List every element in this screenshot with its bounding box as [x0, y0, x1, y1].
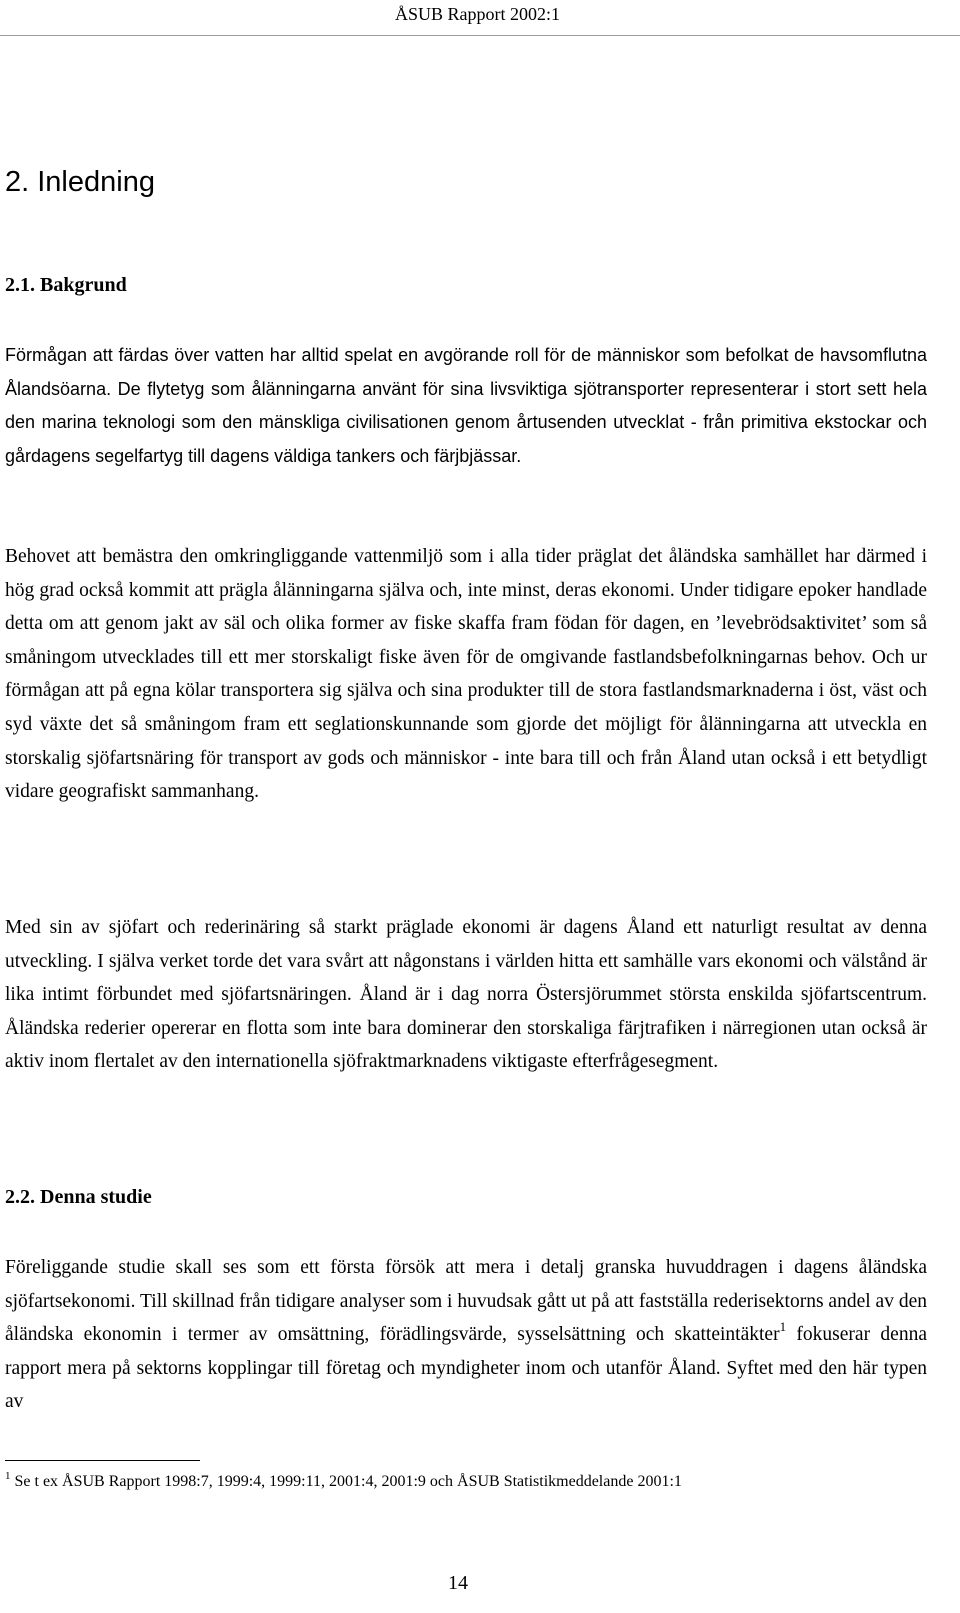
footnote-text: Se t ex ÅSUB Rapport 1998:7, 1999:4, 1999:11, 2001:4, 2001:9 och ÅSUB Statistikmeddelande 2001:1	[14, 1473, 682, 1490]
chapter-heading: 2. Inledning	[5, 166, 155, 198]
section-heading-denna-studie: 2.2. Denna studie	[5, 1186, 152, 1208]
section-heading-bakgrund: 2.1. Bakgrund	[5, 274, 127, 296]
footnote-divider	[5, 1460, 200, 1461]
paragraph-text-before-ref: Föreliggande studie skall ses som ett första försök att mera i detalj granska huvuddragen i dagens åländska sjöfartsekonomi. Till skillnad från tidigare analyser som i huvudsak gått ut på att fastställa rederisektorns andel av den åländska ekonomin i termer av omsättning, förädlingsvärde, sysselsättning och skatteintäkter	[5, 1257, 927, 1346]
page-number: 14	[448, 1572, 468, 1594]
paragraph-denna-studie-1	[5, 1251, 927, 1419]
paragraph-text-after-ref: fokuserar denna rapport mera på sektorns kopplingar till företag och myndigheter inom och utanför Åland. Syftet med den här typen av	[5, 1324, 927, 1413]
paragraph-bakgrund-3: Med sin av sjöfart och rederinäring så starkt präglade ekonomi är dagens Åland ett naturligt resultat av denna utveckling. I själva verket torde det vara svårt att någonstans i världen hitta ett samhälle vars ekonomi och välstånd är lika intimt förbundet med sjöfartsnäringen. Åland är i dag norra Östersjörummet största enskilda sjöfartscentrum. Åländska rederier opererar en flotta som inte bara dominerar den storskaliga färjtrafiken i närregionen utan också är aktiv inom flertalet av den internationella sjöfraktmarknadens viktigaste efterfrågesegment.	[5, 917, 927, 1073]
paragraph-bakgrund-2: Behovet att bemästra den omkringliggande vattenmiljö som i alla tider präglat det åländska samhället har därmed i hög grad också kommit att prägla ålänningarna själva och, inte minst, deras ekonomi. Under tidigare epoker handlade detta om att genom jakt av säl och olika former av fiske skaffa fram födan för dagen, en ’levebrödsaktivitet’ som så småningom utvecklades till ett mer storskaligt fiske även för de omgivande fastlandsbefolkningarnas behov. Och ur förmågan att på egna kölar transportera sig själva och sina produkter till de stora fastlandsmarknaderna i öst, väst och syd växte det så småningom fram ett seglationskunnande som gjorde det möjligt för ålänningarna att utveckla en storskalig sjöfartsnäring för transport av gods och människor - inte bara till och från Åland utan också i ett betydligt vidare geografiskt sammanhang.	[5, 546, 927, 803]
running-header: ÅSUB Rapport 2002:1	[394, 4, 560, 24]
footnote	[5, 1470, 927, 1491]
paragraph-bakgrund-1: Förmågan att färdas över vatten har alltid spelat en avgörande roll för de människor som befolkat de havsomflutna Ålandsöarna. De flytetyg som ålänningarna använt för sina livsviktiga sjötransporter representerar i stort sett hela den marina teknologi som den mänskliga civilisationen genom årtusenden utvecklat - från primitiva ekstockar och gårdagens segelfartyg till dagens väldiga tankers och färjbjässar.	[5, 345, 927, 466]
header-divider	[0, 35, 960, 36]
footnote-reference[interactable]: 1	[779, 1319, 787, 1335]
footnote-number: 1	[5, 1470, 11, 1482]
